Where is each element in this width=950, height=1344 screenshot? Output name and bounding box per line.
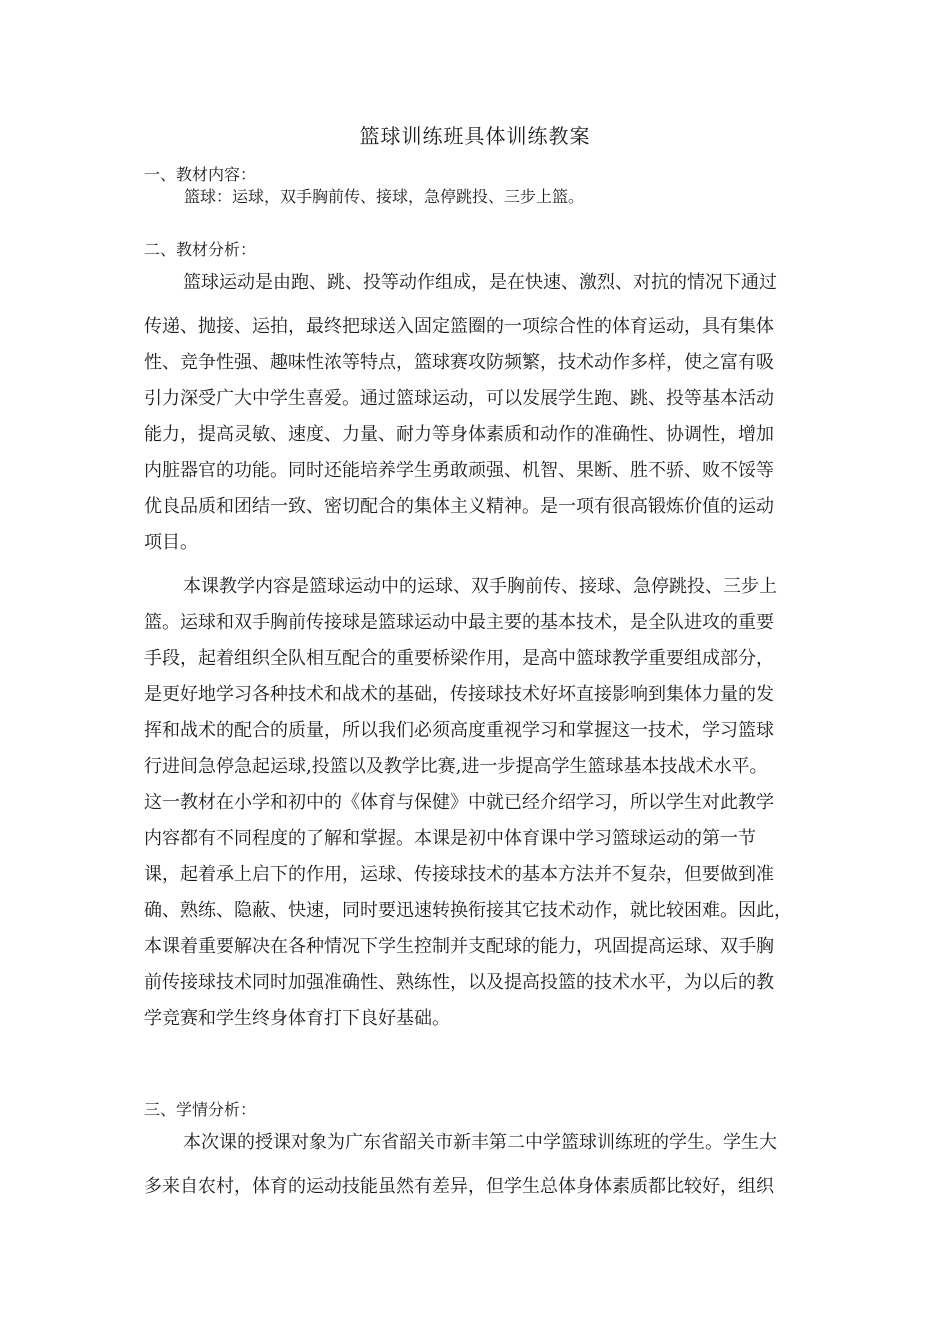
section2-para1-line: 性、竞争性强、趣味性浓等特点，篮球赛攻防频繁，技术动作多样，使之富有吸 bbox=[144, 352, 774, 373]
section2-para1-line: 传递、抛接、运拍，最终把球送入固定篮圈的一项综合性的体育运动，具有集体 bbox=[144, 316, 774, 337]
section2-para2-line: 篮。运球和双手胸前传接球是篮球运动中最主要的基本技术，是全队进攻的重要 bbox=[144, 612, 774, 633]
section2-para2-line: 行进间急停急起运球,投篮以及教学比赛,进一步提高学生篮球基本技战术水平。 bbox=[144, 756, 768, 777]
document-title: 篮球训练班具体训练教案 bbox=[359, 124, 591, 148]
section2-para2-line: 课，起着承上启下的作用，运球、传接球技术的基本方法并不复杂，但要做到准 bbox=[144, 864, 774, 885]
section3-para1-line: 多来自农村，体育的运动技能虽然有差异，但学生总体身体素质都比较好，组织 bbox=[144, 1176, 774, 1197]
section2-para1-line: 引力深受广大中学生喜爱。通过篮球运动，可以发展学生跑、跳、投等基本活动 bbox=[144, 388, 774, 409]
section2-para2-line: 学竞赛和学生终身体育打下良好基础。 bbox=[144, 1008, 450, 1029]
section2-para2-line: 是更好地学习各种技术和战术的基础，传接球技术好坏直接影响到集体力量的发 bbox=[144, 684, 774, 705]
section2-para2-line: 确、熟练、隐蔽、快速，同时要迅速转换衔接其它技术动作，就比较困难。因此， bbox=[144, 900, 792, 921]
section2-para1-line: 能力，提高灵敏、速度、力量、耐力等身体素质和动作的准确性、协调性，增加 bbox=[144, 424, 774, 445]
section2-para1-line: 项目。 bbox=[144, 532, 198, 553]
section3-heading: 三、学情分析： bbox=[144, 1100, 257, 1119]
section1-heading: 一、教材内容： bbox=[144, 165, 257, 184]
section2-para1-line: 内脏器官的功能。同时还能培养学生勇敢顽强、机智、果断、胜不骄、败不馁等 bbox=[144, 460, 774, 481]
section2-para2-line: 前传接球技术同时加强准确性、熟练性，以及提高投篮的技术水平，为以后的教 bbox=[144, 972, 774, 993]
section1-content: 篮球：运球，双手胸前传、接球，急停跳投、三步上篮。 bbox=[184, 187, 585, 206]
section2-para2-line: 本课教学内容是篮球运动中的运球、双手胸前传、接球、急停跳投、三步上 bbox=[183, 576, 777, 597]
section2-para2-line: 本课着重要解决在各种情况下学生控制并支配球的能力，巩固提高运球、双手胸 bbox=[144, 936, 774, 957]
section3-para1-line: 本次课的授课对象为广东省韶关市新丰第二中学篮球训练班的学生。学生大 bbox=[183, 1132, 777, 1153]
section2-para2-line: 内容都有不同程度的了解和掌握。本课是初中体育课中学习篮球运动的第一节 bbox=[144, 828, 756, 849]
section2-heading: 二、教材分析： bbox=[144, 240, 257, 259]
section2-para2-line: 这一教材在小学和初中的《体育与保健》中就已经介绍学习，所以学生对此教学 bbox=[144, 792, 774, 813]
section2-para2-line: 挥和战术的配合的质量，所以我们必须高度重视学习和掌握这一技术，学习篮球 bbox=[144, 720, 774, 741]
section2-para1-line: 篮球运动是由跑、跳、投等动作组成，是在快速、激烈、对抗的情况下通过 bbox=[183, 272, 777, 293]
section2-para1-line: 优良品质和团结一致、密切配合的集体主义精神。是一项有很高锻炼价值的运动 bbox=[144, 496, 774, 517]
section2-para2-line: 手段，起着组织全队相互配合的重要桥梁作用，是高中篮球教学重要组成部分， bbox=[144, 648, 774, 669]
